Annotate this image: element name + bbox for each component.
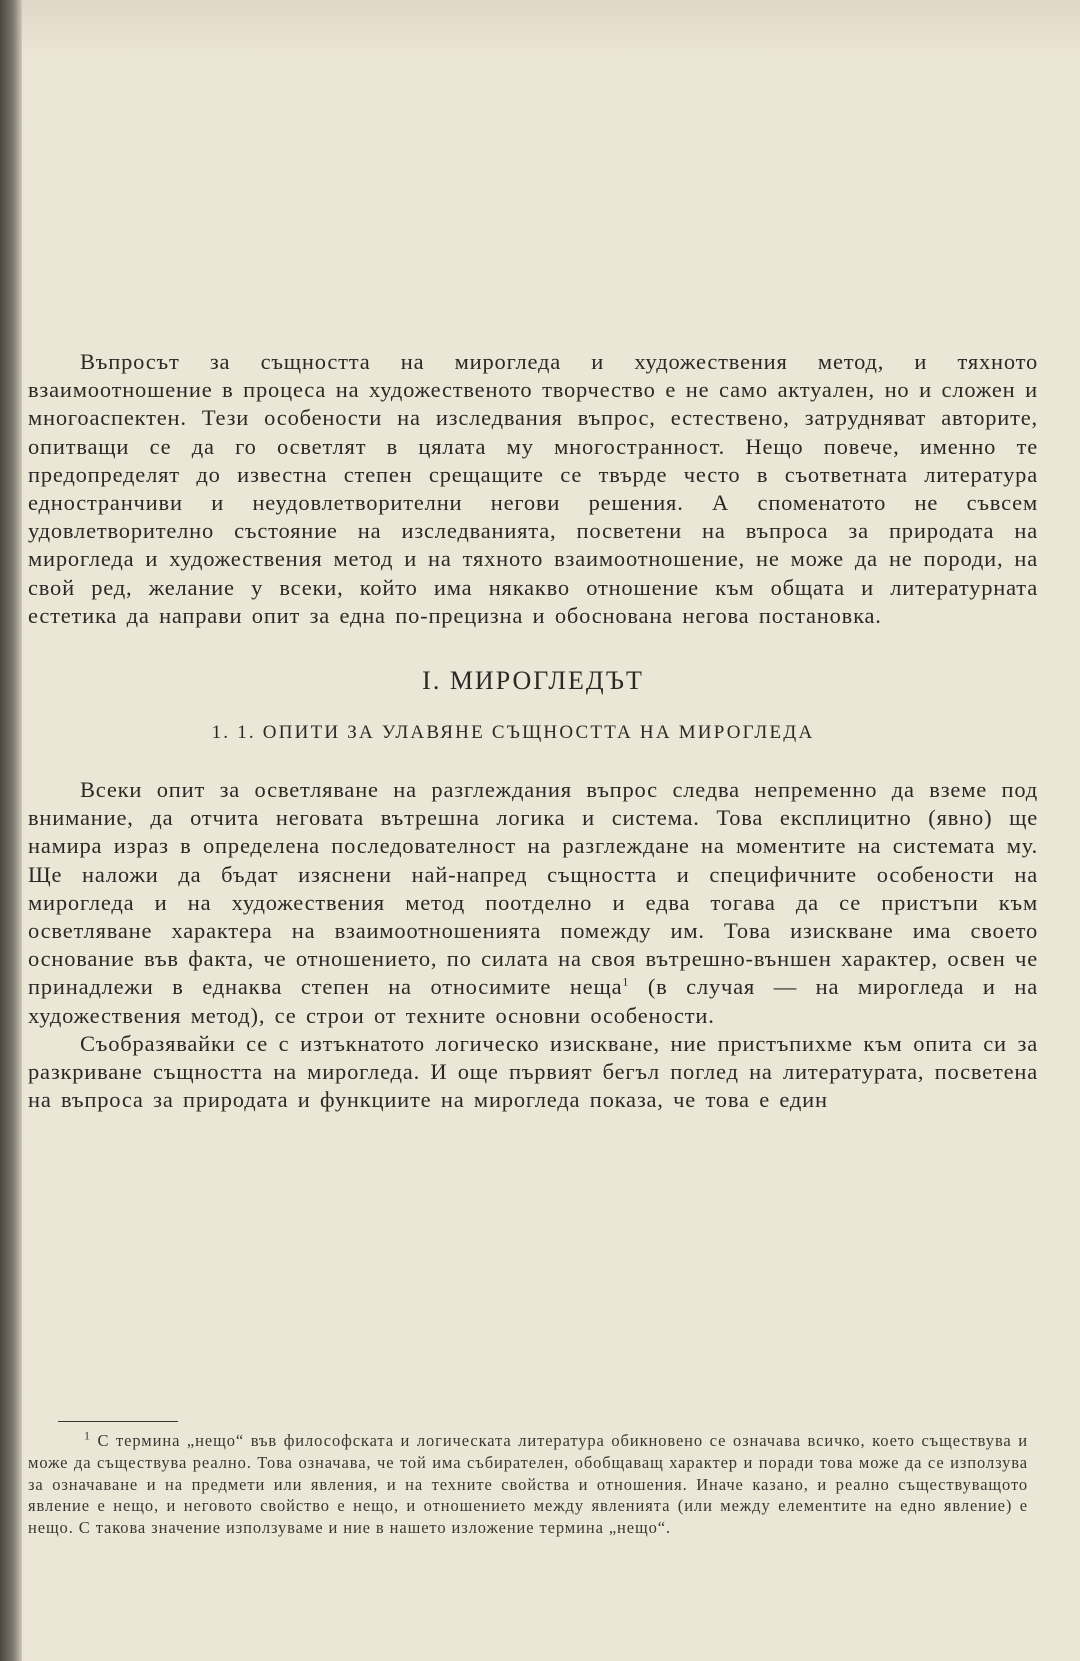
footnote-reference: 1 [622, 974, 630, 989]
footnote-mark: 1 [84, 1428, 91, 1443]
footnote [28, 1430, 1028, 1539]
footnote-text: С термина „нещо“ във философската и логическата литература обикновено се означава всичко, което съществува и може да съществува реално. Това означава, че той има събирателен, обобщаващ характер и поради това може да се използува за означаване и на предмети или явления, и на техните свойства и отношения. Иначе казано, и реално съществуващото явление е нещо, и неговото свойство е нещо, и отношението между явленията (или между елементите на едно явление) е нещо. С такова значение използуваме и ние в нашето изложение термина „нещо“. [28, 1431, 1028, 1538]
page-binding-edge [0, 0, 22, 1661]
footnote-divider [58, 1421, 178, 1422]
section-body [28, 776, 1038, 1114]
section-paragraph-2: Съобразявайки се с изтъкнатото логическо изискване, ние пристъпихме към опита си за разкриване същността на мирогледа. И още първият бегъл поглед на литературата, посветена на въпроса за природата и функциите на мирогледа показа, че това е един [28, 1030, 1038, 1113]
page-top-shading [22, 0, 1080, 60]
intro-paragraph: Въпросът за същността на мирогледа и художествения метод, и тяхното взаимоотношение в процеса на художественото творчество е не само актуален, но и сложен и многоаспектен. Тези особености на изследвания въпрос, естествено, затрудняват авторите, опитващи се да го осветлят в цялата му многостранност. Нещо повече, именно те предопределят до известна степен срещащите се твърде често в съответната литература едностранчиви и неудовлетворителни негови решения. А споменатото не съвсем удовлетворително състояние на изследванията, посветени на въпроса за природата на мирогледа и художествения метод и на тяхното взаимоотношение, не може да не породи, на свой ред, желание у всеки, който има някакво отношение към общата и литературната естетика да направи опит за една по-прецизна и обоснована негова постановка. [28, 349, 1038, 628]
paragraph-1-text: Всеки опит за осветляване на разглеждания въпрос следва непременно да вземе под внимание, да отчита неговата вътрешна логика и система. Това експлицитно (явно) ще намира израз в определена последователност на разглеждане на моментите на системата му. Ще наложи да бъдат изяснени най-напред същността и специфичните особености на мирогледа и на художествения метод поотделно и едва тогава да се пристъпи към осветляване характера на взаимоотношенията помежду им. Това изискване има своето основание във факта, че отношението, по силата на своя вътрешно-външен характер, освен че принадлежи в еднаква степен на относимите неща [28, 777, 1038, 1000]
page-content [28, 348, 1038, 1114]
chapter-heading: I. МИРОГЛЕДЪТ [422, 666, 644, 696]
paragraph-1-continuation: (в случая — на мирогледа и на художествения метод), се строи от техните основни особености. [28, 974, 1039, 1028]
section-subheading: 1. 1. ОПИТИ ЗА УЛАВЯНЕ СЪЩНОСТТА НА МИРОГЛЕДА [211, 722, 815, 744]
section-paragraph-1 [28, 776, 1038, 1030]
